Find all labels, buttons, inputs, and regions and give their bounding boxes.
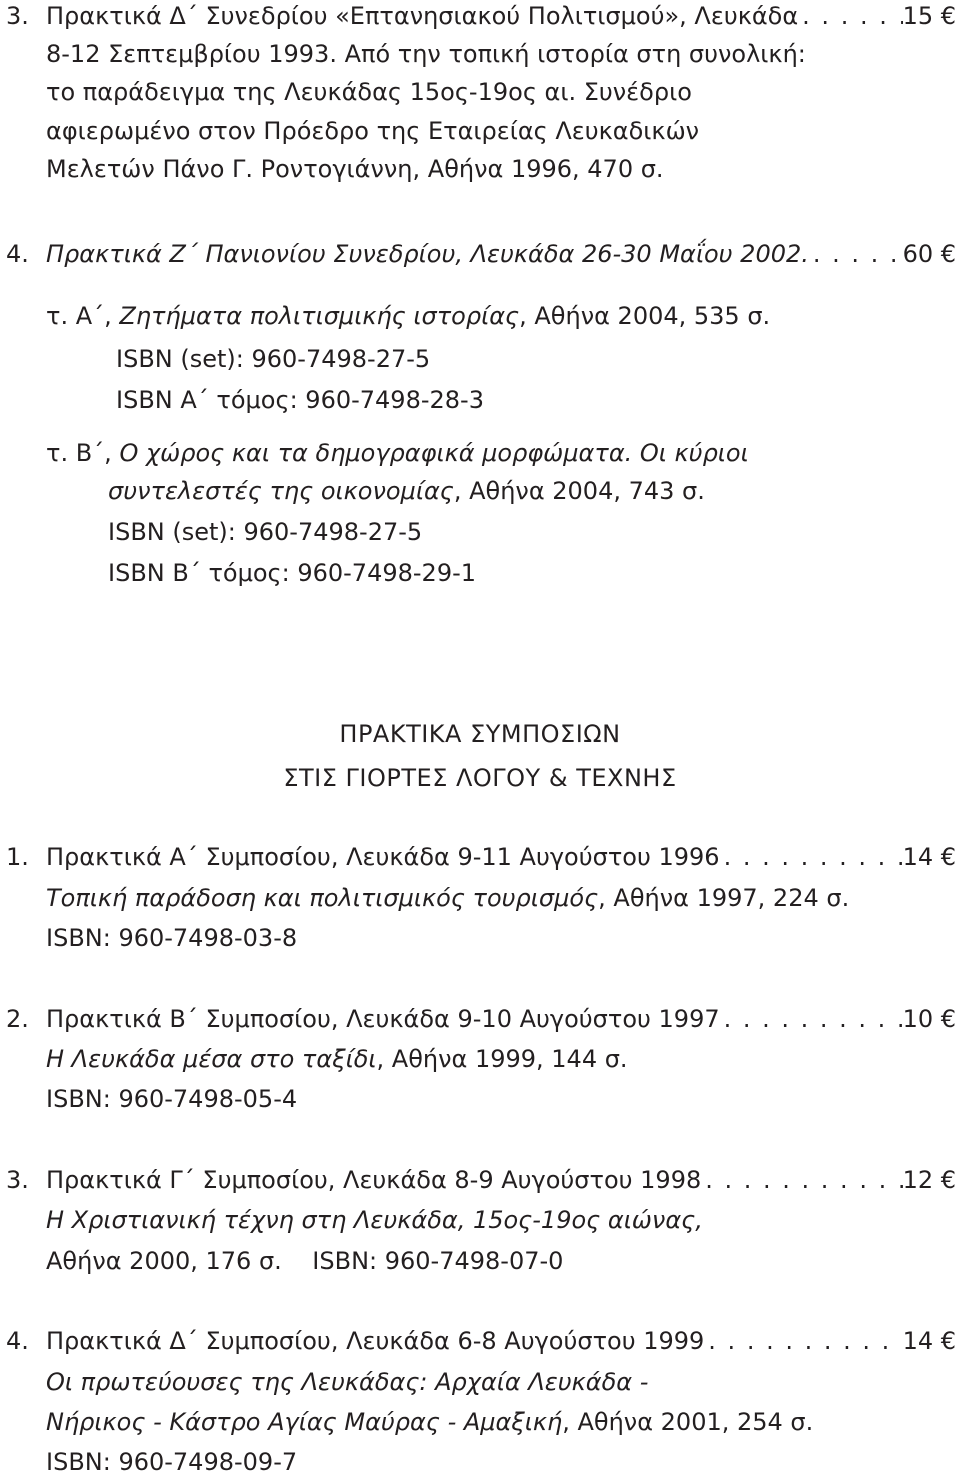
entry-title: Πρακτικά Α΄ Συμποσίου, Λευκάδα 9-11 Αυγούστου 1996 [46,843,720,871]
entry-price: 12 € [902,1166,956,1194]
leader-dots [704,1329,902,1353]
item-number: 4. [6,240,29,268]
item-number: 1. [6,843,29,871]
book-details: Αθήνα 2000, 176 σ. ISBN: 960-7498-07-0 [46,1247,564,1275]
entry-price: 14 € [902,843,956,871]
leader-dots [809,242,903,266]
item-number: 2. [6,1005,29,1033]
entry-line: Μελετών Πάνο Γ. Ροντογιάννη, Αθήνα 1996, 470 σ. [46,155,664,183]
entry-title: Πρακτικά Δ΄ Συνεδρίου «Επτανησιακού Πολιτισμού», Λευκάδα [46,2,799,30]
book-title: Οι πρωτεύουσες της Λευκάδας: Αρχαία Λευκάδα - [46,1368,649,1396]
section-heading: ΠΡΑΚΤΙΚΑ ΣΥΜΠΟΣΙΩΝ [339,720,621,748]
entry-line: 8-12 Σεπτεμβρίου 1993. Από την τοπική ιστορία στη συνολική: [46,40,806,68]
entry-title: Πρακτικά Γ΄ Συμποσίου, Λευκάδα 8-9 Αυγούστου 1998 [46,1166,702,1194]
catalog-entry-heading [46,4,956,28]
isbn: ISBN: 960-7498-05-4 [46,1085,298,1113]
book-title: Τοπική παράδοση και πολιτισμικός τουρισμός [46,884,599,912]
book-details: , Αθήνα 1999, 144 σ. [376,1045,628,1073]
isbn: ISBN: 960-7498-03-8 [46,924,298,952]
book-details: , Αθήνα 1997, 224 σ. [598,884,850,912]
volume-entry [46,441,749,465]
volume-prefix: τ. Α΄, [46,302,120,330]
catalog-entry-heading [46,242,956,266]
isbn-set: ISBN (set): 960-7498-27-5 [108,518,423,546]
entry-title: Πρακτικά Ζ΄ Πανιονίου Συνεδρίου, Λευκάδα 26-30 Μαΐου 2002. [46,240,809,268]
volume-title: Ο χώρος και τα δημογραφικά μορφώματα. Οι κύριοι [119,439,749,467]
leader-dots [798,4,902,28]
volume-details: , Αθήνα 2004, 535 σ. [519,302,771,330]
entry-price: 60 € [902,240,956,268]
leader-dots [720,1007,903,1031]
book-details: , Αθήνα 2001, 254 σ. [562,1408,814,1436]
book-title: Νήρικος - Κάστρο Αγίας Μαύρας - Αμαξική [46,1408,563,1436]
entry-price: 10 € [902,1005,956,1033]
catalog-entry-heading [46,845,956,869]
entry-line [46,1410,813,1434]
volume-prefix: τ. Β΄, [46,439,120,467]
item-number: 3. [6,2,29,30]
entry-line [46,1047,628,1071]
volume-entry [46,304,770,328]
entry-price: 14 € [902,1327,956,1355]
isbn-volume: ISBN Α΄ τόμος: 960-7498-28-3 [116,386,484,414]
section-subheading: ΣΤΙΣ ΓΙΟΡΤΕΣ ΛΟΓΟΥ & ΤΕΧΝΗΣ [283,764,677,792]
entry-line [46,886,849,910]
entry-line: το παράδειγμα της Λευκάδας 15ος-19ος αι. Συνέδριο [46,78,692,106]
catalog-entry-heading [46,1168,956,1192]
volume-entry-continued [108,479,705,503]
entry-title: Πρακτικά Β΄ Συμποσίου, Λευκάδα 9-10 Αυγούστου 1997 [46,1005,720,1033]
leader-dots [701,1168,902,1192]
isbn: ISBN: 960-7498-09-7 [46,1448,298,1476]
entry-title: Πρακτικά Δ΄ Συμποσίου, Λευκάδα 6-8 Αυγούστου 1999 [46,1327,705,1355]
catalog-entry-heading [46,1007,956,1031]
catalog-entry-heading [46,1329,956,1353]
book-title: Η Λευκάδα μέσα στο ταξίδι [46,1045,377,1073]
book-title: Η Χριστιανική τέχνη στη Λευκάδα, 15ος-19ος αιώνας, [46,1206,703,1234]
entry-price: 15 € [902,2,956,30]
isbn-volume: ISBN Β΄ τόμος: 960-7498-29-1 [108,559,477,587]
volume-title: Ζητήματα πολιτισμικής ιστορίας [119,302,520,330]
entry-line: αφιερωμένο στον Πρόεδρο της Εταιρείας Λευκαδικών [46,117,700,145]
isbn-set: ISBN (set): 960-7498-27-5 [116,345,431,373]
volume-title: συντελεστές της οικονομίας [108,477,454,505]
leader-dots [720,845,903,869]
item-number: 4. [6,1327,29,1355]
item-number: 3. [6,1166,29,1194]
volume-details: , Αθήνα 2004, 743 σ. [453,477,705,505]
